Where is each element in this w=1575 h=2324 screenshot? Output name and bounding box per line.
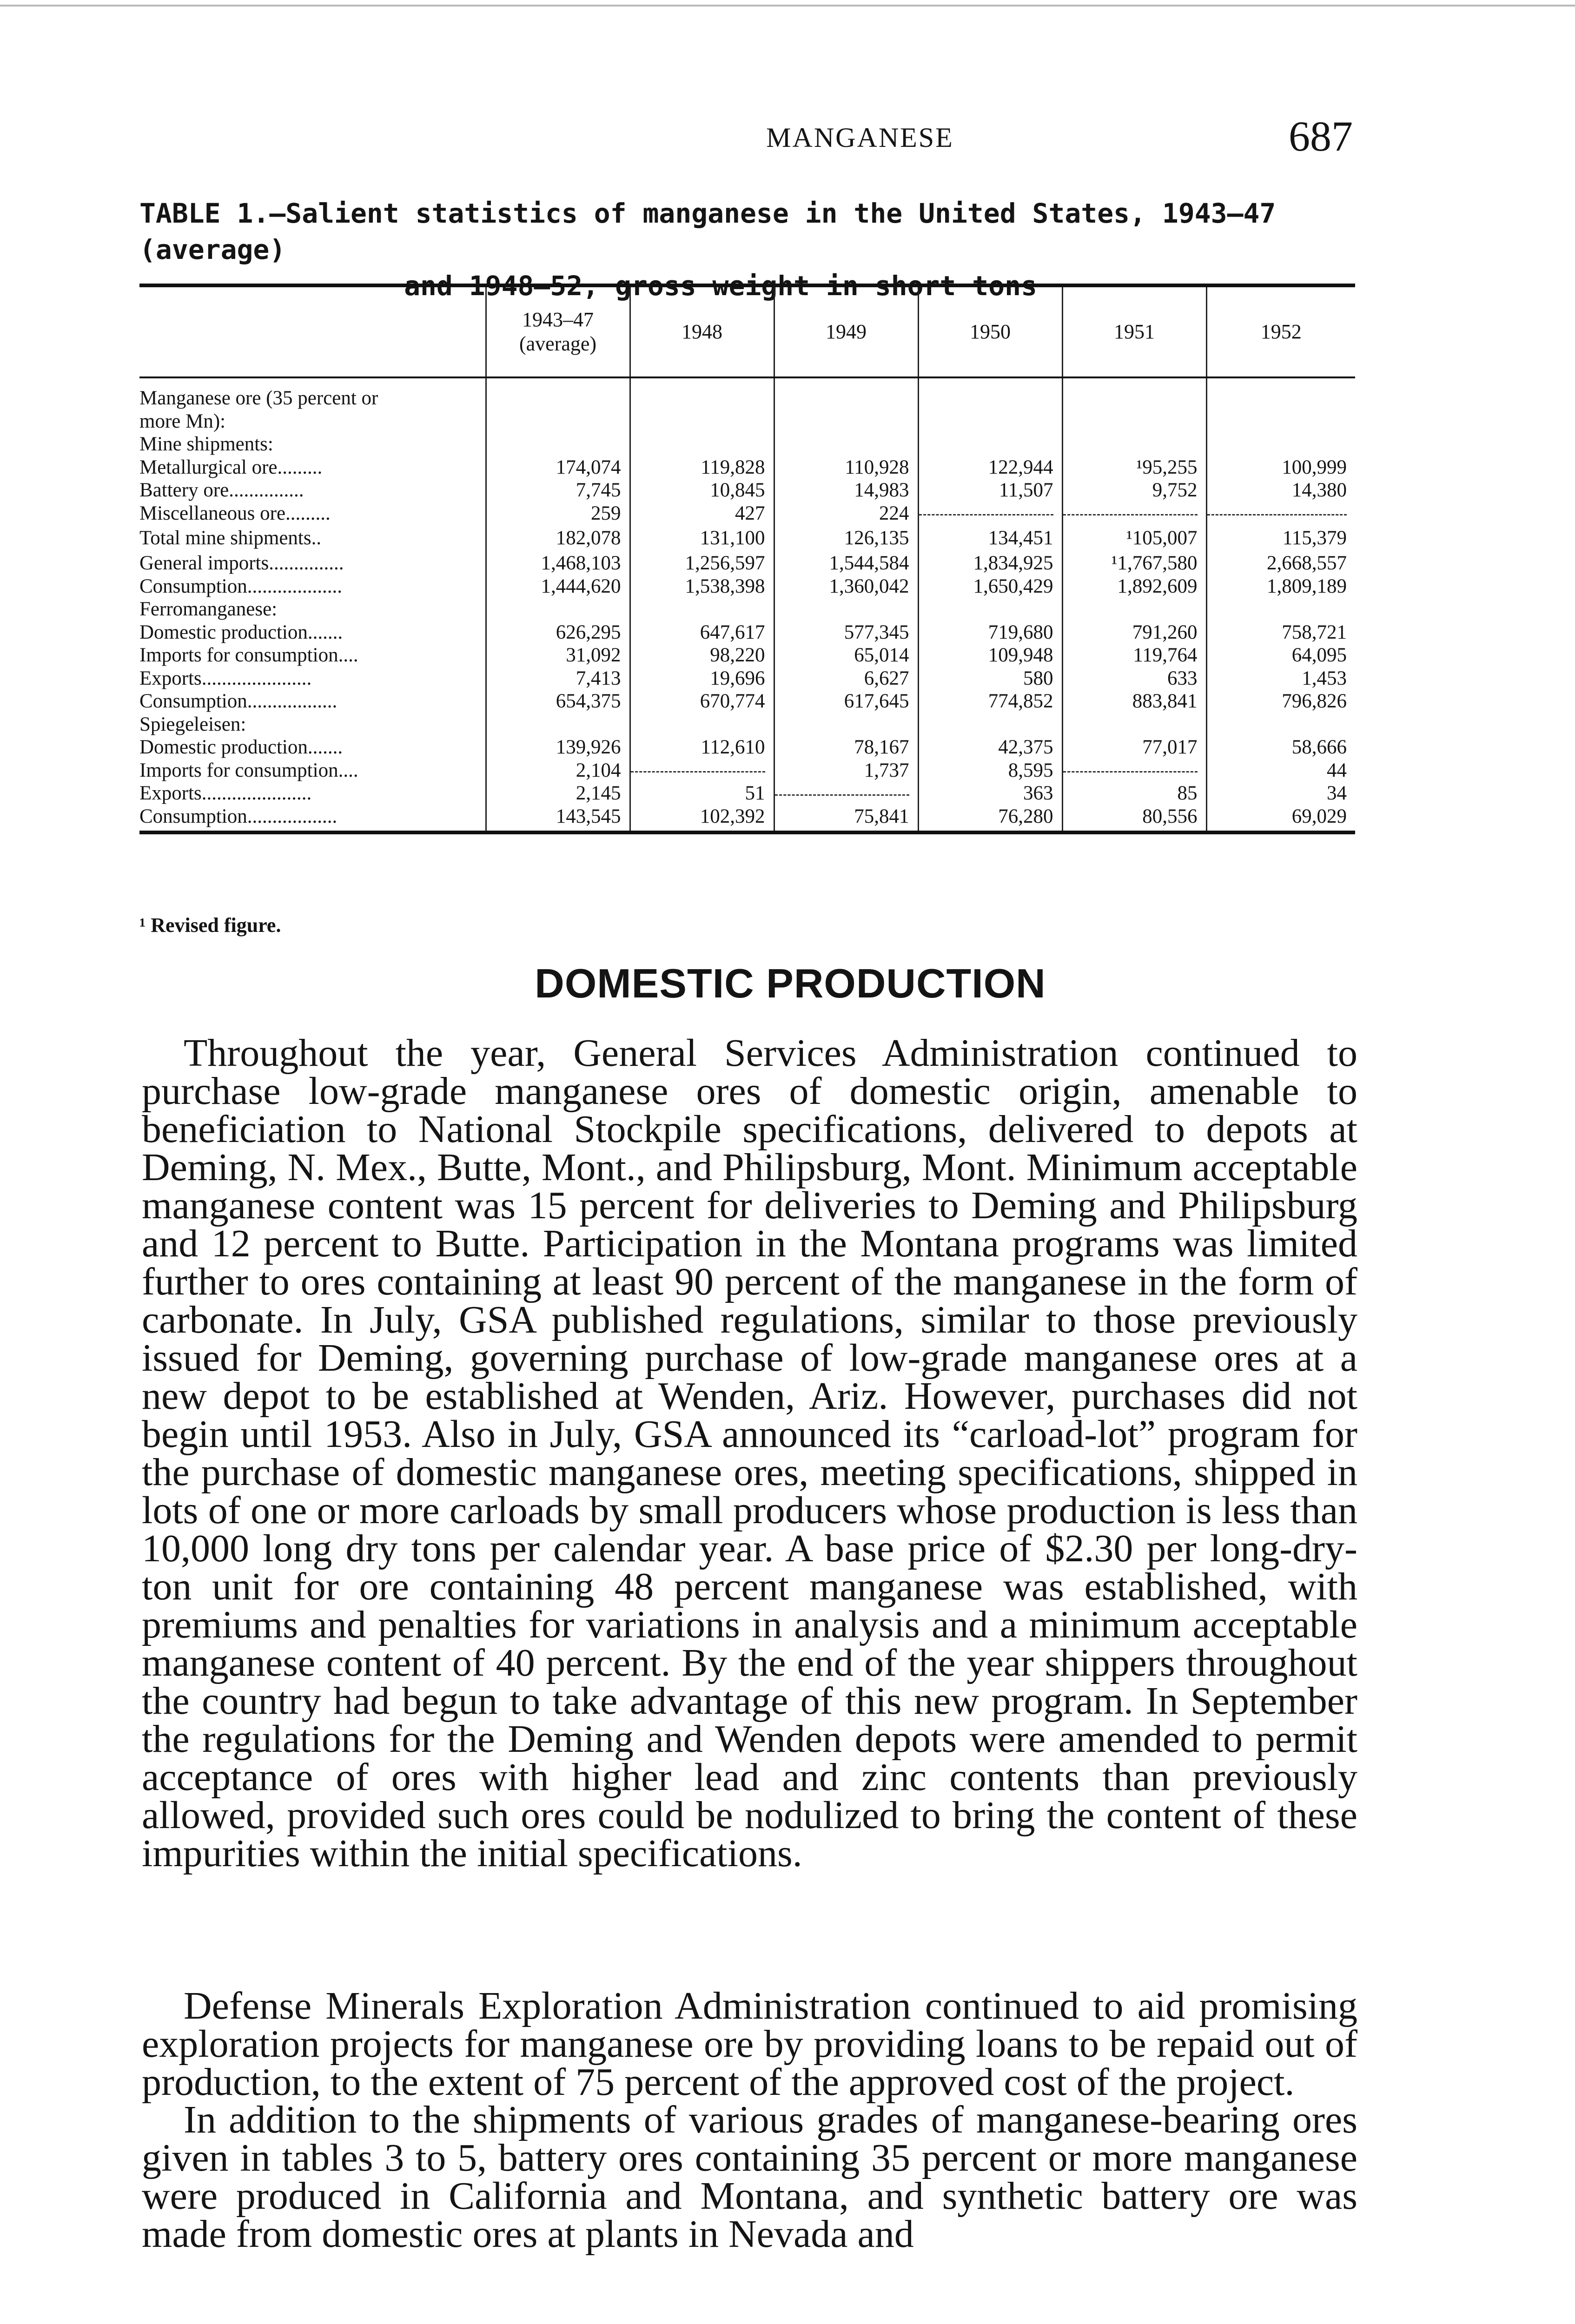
table-cell <box>1206 410 1355 433</box>
top-rule <box>0 5 1575 7</box>
table-cell: ¹1,767,580 <box>1062 552 1206 575</box>
table-cell: 42,375 <box>918 736 1062 759</box>
table-cell <box>774 387 918 410</box>
table-cell: 577,345 <box>774 621 918 644</box>
table-cell: 1,650,429 <box>918 575 1062 598</box>
table-cell <box>1062 759 1206 782</box>
table-cell <box>1062 387 1206 410</box>
table-row <box>139 598 1355 621</box>
table-row-label: Imports for consumption.... <box>139 759 358 781</box>
table-cell: 427 <box>630 502 774 525</box>
table-dash-placeholder <box>1063 771 1198 772</box>
table-gap-row <box>139 377 1355 387</box>
page-number: 687 <box>1289 112 1353 160</box>
table-cell: 131,100 <box>630 525 774 552</box>
running-head: MANGANESE <box>766 122 954 153</box>
table-header-cell: 1950 <box>918 285 1062 377</box>
table-cell <box>486 387 630 410</box>
table-dash-placeholder <box>775 794 909 796</box>
table-cell: 1,360,042 <box>774 575 918 598</box>
table-gap-cell <box>630 377 774 387</box>
table-cell: 126,135 <box>774 525 918 552</box>
table-cell: 8,595 <box>918 759 1062 782</box>
table-cell: 363 <box>918 782 1062 805</box>
table-cell <box>630 387 774 410</box>
table-cell <box>918 410 1062 433</box>
table-gap-cell <box>1062 377 1206 387</box>
table-dash-placeholder <box>919 514 1053 515</box>
table-cell <box>486 410 630 433</box>
table-cell: 80,556 <box>1062 805 1206 833</box>
table-cell: 76,280 <box>918 805 1062 833</box>
table-gap-cell <box>918 377 1062 387</box>
table-cell: 626,295 <box>486 621 630 644</box>
table-header-row <box>139 285 1355 377</box>
table-cell <box>774 598 918 621</box>
table-cell: 69,029 <box>1206 805 1355 833</box>
table-cell: 119,764 <box>1062 644 1206 667</box>
table-cell: 139,926 <box>486 736 630 759</box>
table-cell: 1,737 <box>774 759 918 782</box>
table-cell: 580 <box>918 667 1062 690</box>
table-row <box>139 456 1355 479</box>
table-cell: 2,668,557 <box>1206 552 1355 575</box>
table-gap-cell <box>774 377 918 387</box>
table-cell: 1,468,103 <box>486 552 630 575</box>
table-row-label: more Mn): <box>139 410 226 432</box>
table-row-label: Exports...................... <box>139 782 312 804</box>
table-cell <box>630 598 774 621</box>
table-header-cell: 1949 <box>774 285 918 377</box>
table-cell <box>486 598 630 621</box>
table-row-label: Battery ore............... <box>139 479 304 501</box>
table-cell <box>774 410 918 433</box>
table-row <box>139 502 1355 525</box>
table-row-label: Ferromanganese: <box>139 598 278 620</box>
body-paragraph <box>142 2098 1357 2256</box>
table-cell: 122,944 <box>918 456 1062 479</box>
table-cell <box>918 598 1062 621</box>
table-cell: ¹95,255 <box>1062 456 1206 479</box>
table-cell: 78,167 <box>774 736 918 759</box>
salient-statistics-table <box>139 284 1355 834</box>
table-cell <box>630 410 774 433</box>
table-cell: 98,220 <box>630 644 774 667</box>
table-cell <box>1206 713 1355 736</box>
table-cell: 224 <box>774 502 918 525</box>
table-row-label: Mine shipments: <box>139 433 273 455</box>
table-cell <box>486 433 630 456</box>
table-gap-cell <box>1206 377 1355 387</box>
table-cell: 1,444,620 <box>486 575 630 598</box>
table-cell <box>1062 433 1206 456</box>
table-row <box>139 433 1355 456</box>
table-cell: 1,453 <box>1206 667 1355 690</box>
table-cell: 7,745 <box>486 479 630 502</box>
paragraph-text: Defense Minerals Exploration Administration continued to aid promising exploration projects for manganese ore by providing loans to be repaid out of production, to the extent of 75 percent of the approved cost of the project. <box>142 1984 1357 2104</box>
table-header-label <box>139 285 486 377</box>
table-cell <box>1206 387 1355 410</box>
table-cell: 2,104 <box>486 759 630 782</box>
table-row-label: Domestic production....... <box>139 621 343 643</box>
table-cell <box>1062 502 1206 525</box>
paragraph-text: Throughout the year, General Services Administration continued to purchase low-grade manganese ores of domestic origin, amenable to beneficiation to National Stockpile specifications, delivered to depots at Deming, N. Mex., Butte, Mont., and Philipsburg, Mont. Minimum acceptable manganese content was 15 percent for deliveries to Deming and Philipsburg and 12 percent to Butte. Participation in the Montana programs was limited further to ores containing at least 90 percent of the manganese in the form of carbonate. In July, GSA published regulations, similar to those previously issued for Deming, governing purchase of low-grade manganese ores at a new depot to be established at Wenden, Ariz. However, purchases did not begin until 1953. Also in July, GSA announced its “carload-lot” program for the purchase of domestic manganese ores, meeting specifications, shipped in lots of one or more carloads by small producers whose production is less than 10,000 long dry tons per calendar year. A base price of $2.30 per long-dry-ton unit for ore containing 48 percent manganese was established, with premiums and penalties for variations in analysis and a minimum acceptable manganese content of 40 percent. By the end of the year shippers throughout the country had begun to take advantage of this new program. In September the regulations for the Deming and Wenden depots were amended to permit acceptance of ores with higher lead and zinc contents than previously allowed, provided such ores could be nodulized to bring the content of these impurities within the initial specifications. <box>142 1031 1357 1875</box>
table-cell: 112,610 <box>630 736 774 759</box>
table-cell: 119,828 <box>630 456 774 479</box>
table-row-label: Consumption.................. <box>139 690 338 712</box>
table-cell: 143,545 <box>486 805 630 833</box>
table-row <box>139 410 1355 433</box>
table-cell <box>1206 433 1355 456</box>
table-cell: 109,948 <box>918 644 1062 667</box>
table-cell: 44 <box>1206 759 1355 782</box>
table-cell <box>1062 598 1206 621</box>
table-cell: 654,375 <box>486 690 630 713</box>
body-paragraph <box>142 1984 1357 2104</box>
table-cell: 174,074 <box>486 456 630 479</box>
table-row-label: Exports...................... <box>139 667 312 689</box>
table-cell <box>630 433 774 456</box>
table-row-label: Total mine shipments.. <box>139 527 322 549</box>
table-cell: 10,845 <box>630 479 774 502</box>
table-cell: 14,380 <box>1206 479 1355 502</box>
table-cell: 791,260 <box>1062 621 1206 644</box>
table-row <box>139 479 1355 502</box>
table-cell: 2,145 <box>486 782 630 805</box>
table-cell: 65,014 <box>774 644 918 667</box>
table-cell <box>918 433 1062 456</box>
table-cell: 64,095 <box>1206 644 1355 667</box>
table-row <box>139 759 1355 782</box>
table-header-cell: 1943–47 (average) <box>486 285 630 377</box>
table-cell: 11,507 <box>918 479 1062 502</box>
table-row <box>139 525 1355 552</box>
table-cell: 19,696 <box>630 667 774 690</box>
table-cell <box>486 713 630 736</box>
table-cell: 182,078 <box>486 525 630 552</box>
table-row <box>139 387 1355 410</box>
body-paragraph <box>142 1031 1357 1875</box>
table-row-label: Imports for consumption.... <box>139 644 358 666</box>
table-row <box>139 713 1355 736</box>
table-row <box>139 736 1355 759</box>
table-cell <box>774 713 918 736</box>
table-cell <box>1062 713 1206 736</box>
table-caption-line2: and 1948–52, gross weight in short tons <box>404 270 1037 302</box>
table-cell: 14,983 <box>774 479 918 502</box>
table-row <box>139 575 1355 598</box>
table-cell: 110,928 <box>774 456 918 479</box>
table-row-label: Spiegeleisen: <box>139 713 246 735</box>
table-cell: 774,852 <box>918 690 1062 713</box>
table-cell: 647,617 <box>630 621 774 644</box>
section-heading: DOMESTIC PRODUCTION <box>535 960 1046 1006</box>
table-cell: 115,379 <box>1206 525 1355 552</box>
table-cell: 1,809,189 <box>1206 575 1355 598</box>
table-row-label: Miscellaneous ore......... <box>139 502 331 524</box>
table-cell <box>1206 502 1355 525</box>
table-cell: 7,413 <box>486 667 630 690</box>
table-cell: 1,544,584 <box>774 552 918 575</box>
table-cell <box>918 387 1062 410</box>
table-row-label: Consumption................... <box>139 575 343 597</box>
table-cell: 758,721 <box>1206 621 1355 644</box>
table-cell: 6,627 <box>774 667 918 690</box>
table-cell: ¹105,007 <box>1062 525 1206 552</box>
table-row <box>139 667 1355 690</box>
table-cell: 1,834,925 <box>918 552 1062 575</box>
table-cell: 58,666 <box>1206 736 1355 759</box>
table-gap-cell <box>486 377 630 387</box>
table-header-cell: 1948 <box>630 285 774 377</box>
table-cell: 102,392 <box>630 805 774 833</box>
table-header-cell: 1951 <box>1062 285 1206 377</box>
table-cell <box>1062 410 1206 433</box>
table-cell <box>918 502 1062 525</box>
table-cell: 259 <box>486 502 630 525</box>
table-cell: 1,892,609 <box>1062 575 1206 598</box>
table-cell <box>774 782 918 805</box>
table-cell: 134,451 <box>918 525 1062 552</box>
table-cell: 1,538,398 <box>630 575 774 598</box>
table-row <box>139 782 1355 805</box>
table-row-label: General imports............... <box>139 552 344 574</box>
table-cell: 77,017 <box>1062 736 1206 759</box>
table-row-label: Domestic production....... <box>139 736 343 758</box>
table-header-cell: 1952 <box>1206 285 1355 377</box>
table-row-label: Manganese ore (35 percent or <box>139 387 378 409</box>
table-dash-placeholder <box>631 771 765 772</box>
table-cell: 100,999 <box>1206 456 1355 479</box>
paragraph-text: In addition to the shipments of various grades of manganese-bearing ores given in tables 3 to 5, battery ores containing 35 percent or more manganese were produced in California and Montana, and synthetic battery ore was made from domestic ores at plants in Nevada and <box>142 2098 1357 2256</box>
table-cell: 617,645 <box>774 690 918 713</box>
table-row <box>139 552 1355 575</box>
table-row <box>139 805 1355 833</box>
table-row-label: Metallurgical ore......... <box>139 456 323 478</box>
table-cell: 633 <box>1062 667 1206 690</box>
table-dash-placeholder <box>1063 514 1198 515</box>
table-cell <box>918 713 1062 736</box>
table-cell: 796,826 <box>1206 690 1355 713</box>
table-row <box>139 644 1355 667</box>
table-cell <box>630 713 774 736</box>
table-body <box>139 377 1355 832</box>
table-cell <box>1206 598 1355 621</box>
table-cell <box>774 433 918 456</box>
table-cell: 51 <box>630 782 774 805</box>
table-cell <box>630 759 774 782</box>
table-row <box>139 690 1355 713</box>
table-cell: 883,841 <box>1062 690 1206 713</box>
table-cell: 719,680 <box>918 621 1062 644</box>
table-cell: 31,092 <box>486 644 630 667</box>
table-row-label: Consumption.................. <box>139 805 486 833</box>
table-cell: 1,256,597 <box>630 552 774 575</box>
table-caption-line1: TABLE 1.—Salient statistics of manganese in the United States, 1943–47 (average) <box>139 198 1276 265</box>
table-dash-placeholder <box>1207 514 1347 515</box>
table-gap-cell <box>139 377 486 387</box>
table-cell: 75,841 <box>774 805 918 833</box>
table-cell: 670,774 <box>630 690 774 713</box>
table-cell: 85 <box>1062 782 1206 805</box>
table-footnote: ¹ Revised figure. <box>139 914 281 937</box>
table-cell: 34 <box>1206 782 1355 805</box>
table-cell: 9,752 <box>1062 479 1206 502</box>
table-row <box>139 621 1355 644</box>
